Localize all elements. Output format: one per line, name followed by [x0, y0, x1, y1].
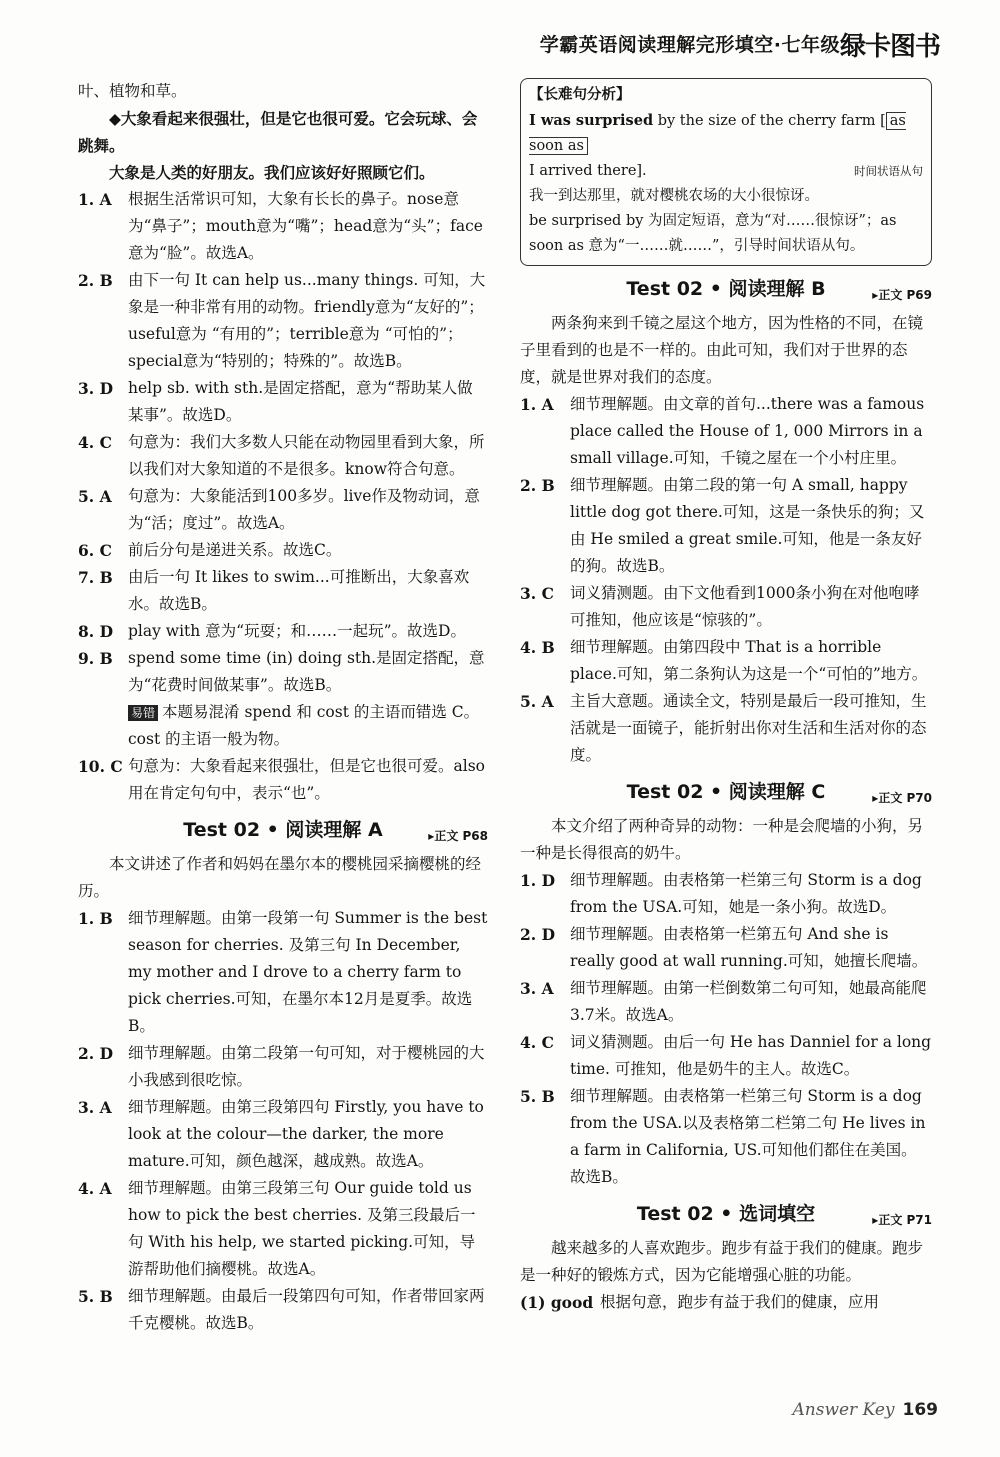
answer-text: play with 意为“玩耍；和……一起玩”。故选D。: [128, 622, 466, 640]
book-title: 学霸英语阅读理解完形填空·七年级: [539, 34, 840, 56]
section-intro: 本文介绍了两种奇异的动物：一种是会爬墙的小狗，另一种是长得很高的奶牛。: [520, 817, 924, 862]
footer-label: Answer Key: [792, 1400, 895, 1420]
answer-number: 8. D: [78, 622, 114, 641]
answer-number: 3. C: [520, 584, 554, 603]
answer-text: 细节理解题。由表格第一栏第三句 Storm is a dog from the USA.以及表格第二栏第二句 He lives in a farm in California, US.可知他们都住在美国。故选B。: [570, 1087, 926, 1186]
intro-line: 大象是人类的好朋友。我们应该好好照顾它们。: [109, 163, 435, 182]
answer-list: [520, 867, 932, 1191]
answer-number: 10. C: [78, 757, 123, 776]
answer-text: help sb. with sth.是固定搭配，意为“帮助某人做某事”。故选D。: [128, 379, 473, 424]
answer-text: 细节理解题。由表格第一栏第五句 And she is really good at wall running.可知，她擅长爬墙。: [570, 925, 928, 970]
section-ref: ▸正文 P70: [872, 791, 932, 805]
answer-item: [78, 1040, 488, 1094]
answer-text: 句意为：大象看起来很强壮，但是它也很可爱。also用在肯定句句中，表示“也”。: [128, 757, 485, 802]
section-intro: 两条狗来到千镜之屋这个地方，因为性格的不同，在镜子里看到的也是不一样的。由此可知，我们对于世界的态度，就是世界对我们的态度。: [520, 314, 924, 386]
answer-item: [78, 645, 488, 699]
section-title: Test 02 • 阅读理解 A: [183, 819, 383, 841]
answer-text: 根据生活常识可知，大象有长长的鼻子。nose意为“鼻子”；mouth意为“嘴”；head意为“头”；face意为“脸”。故选A。: [128, 190, 483, 262]
intro-line: 叶、植物和草。: [78, 82, 187, 100]
answer-number: 2. B: [78, 271, 113, 290]
answer-item: [520, 1289, 932, 1316]
answer-list: [78, 186, 488, 699]
answer-text: 细节理解题。由第一段第一句 Summer is the best season for cherries. 及第三句 In December, my mother and I drove to a cherry farm to pick cherries.可知，在墨尔本12月是夏季。故选B。: [128, 909, 488, 1035]
answer-text: 句意为：我们大多数人只能在动物园里看到大象，所以我们对大象知道的不是很多。know符合句意。: [128, 433, 485, 478]
answer-text: 细节理解题。由第四段中 That is a horrible place.可知，第二条狗认为这是一个“可怕的”地方。: [570, 638, 928, 683]
answer-text: 细节理解题。由文章的首句...there was a famous place called the House of 1, 000 Mirrors in a small village.可知，千镜之屋在一个小村庄里。: [570, 395, 925, 467]
clause-label: 时间状语从句: [854, 164, 923, 178]
answer-number: 3. D: [78, 379, 114, 398]
answer-item: [78, 429, 488, 483]
answer-text: 词义猜测题。由下文他看到1000条小狗在对他咆哮可推知，他应该是“惊骇的”。: [570, 584, 920, 629]
answer-item: [520, 975, 932, 1029]
answer-item: [520, 688, 932, 769]
answer-number: 1. D: [520, 871, 556, 890]
answer-item: [520, 391, 932, 472]
right-column: [520, 78, 932, 1316]
answer-item: [78, 1283, 488, 1337]
answer-list: [520, 391, 932, 769]
answer-text: 句意为：大象能活到100多岁。live作及物动词，意为“活；度过”。故选A。: [128, 487, 480, 532]
answer-item: [520, 867, 932, 921]
answer-number: 2. B: [520, 476, 555, 495]
answer-item: [520, 580, 932, 634]
answer-number: 3. A: [78, 1098, 112, 1117]
answer-text: 根据句意，跑步有益于我们的健康，应用: [600, 1293, 880, 1311]
section-heading: [520, 274, 932, 308]
analysis-sentence-end: I arrived there]. 时间状语从句: [529, 159, 923, 184]
answer-number: 5. B: [520, 1087, 555, 1106]
answer-number: 3. A: [520, 979, 554, 998]
answer-text: 由下一句 It can help us...many things. 可知，大象是一种非常有用的动物。friendly意为“友好的”；useful意为 “有用的”；terrible意为 “可怕的”；special意为“特别的；特殊的”。故选B。: [128, 271, 486, 370]
section-ref: ▸正文 P68: [428, 829, 488, 843]
note: [78, 699, 488, 753]
section-title: Test 02 • 阅读理解 B: [626, 278, 826, 300]
box-title: 【长难句分析】: [529, 87, 631, 103]
answer-text: 细节理解题。由第三段第三句 Our guide told us how to pick the best cherries. 及第三段最后一句 With his help, we started picking.可知，导游帮助他们摘樱桃。故选A。: [128, 1179, 476, 1278]
explanation: be surprised by 为固定短语，意为“对……很惊讶”；as soon as 意为“一……就……”，引导时间状语从句。: [529, 213, 897, 254]
answer-number: 4. A: [78, 1179, 112, 1198]
answer-item: [78, 618, 488, 645]
answer-item: [78, 564, 488, 618]
answer-item: [78, 267, 488, 375]
answer-number: 5. A: [78, 487, 112, 506]
note-tag: 易错: [128, 705, 158, 721]
answer-number: 4. C: [520, 1033, 554, 1052]
answer-item: [78, 375, 488, 429]
answer-text: 由后一句 It likes to swim...可推断出，大象喜欢水。故选B。: [128, 568, 470, 613]
clause-marker: as soon as: [529, 113, 906, 154]
section-title: Test 02 • 选词填空: [636, 1203, 816, 1225]
section-ref: ▸正文 P69: [872, 288, 932, 302]
answer-number: 5. A: [520, 692, 554, 711]
answer-number: 9. B: [78, 649, 113, 668]
section-heading: [520, 777, 932, 811]
answer-number: 1. A: [520, 395, 554, 414]
brand-logo: 绿卡图书: [839, 32, 940, 62]
answer-number: (1) good: [520, 1293, 594, 1312]
section-title: Test 02 • 阅读理解 C: [626, 781, 826, 803]
answer-item: [78, 1094, 488, 1175]
answer-text: 词义猜测题。由后一句 He has Danniel for a long time. 可推知，他是奶牛的主人。故选C。: [570, 1033, 932, 1078]
answer-text: 细节理解题。由第二段第一句可知，对于樱桃园的大小我感到很吃惊。: [128, 1044, 485, 1089]
page-number: 169: [902, 1400, 938, 1420]
answer-number: 2. D: [78, 1044, 114, 1063]
answer-item: [520, 1083, 932, 1191]
left-column: [78, 78, 488, 1337]
intro-line: ◆大象看起来很强壮，但是它也很可爱。它会玩球、会跳舞。: [78, 109, 478, 155]
answer-number: 7. B: [78, 568, 113, 587]
answer-item: [520, 1029, 932, 1083]
section-intro: 本文讲述了作者和妈妈在墨尔本的樱桃园采摘樱桃的经历。: [78, 855, 482, 900]
translation: 我一到达那里，就对樱桃农场的大小很惊讶。: [529, 188, 819, 204]
answer-number: 4. C: [78, 433, 112, 452]
answer-item: [78, 753, 488, 807]
answer-text: spend some time (in) doing sth.是固定搭配，意为“花费时间做某事”。故选B。: [128, 649, 485, 694]
answer-text: 细节理解题。由最后一段第四句可知，作者带回家两千克樱桃。故选B。: [128, 1287, 485, 1332]
answer-number: 1. A: [78, 190, 112, 209]
answer-item: [78, 483, 488, 537]
section-heading: [78, 815, 488, 849]
answer-number: 6. C: [78, 541, 112, 560]
answer-text: 前后分句是递进关系。故选C。: [128, 541, 342, 559]
answer-item: [520, 634, 932, 688]
answer-text: 主旨大意题。通读全文，特别是最后一段可推知，生活就是一面镜子，能折射出你对生活和生活对你的态度。: [570, 692, 927, 764]
answer-number: 2. D: [520, 925, 556, 944]
sentence-analysis-box: [520, 78, 932, 266]
answer-number: 1. B: [78, 909, 113, 928]
answer-item: [78, 537, 488, 564]
answer-text: 细节理解题。由表格第一栏第三句 Storm is a dog from the USA.可知，她是一条小狗。故选D。: [570, 871, 922, 916]
section-heading: [520, 1199, 932, 1233]
answer-item: [78, 186, 488, 267]
answer-number: 4. B: [520, 638, 555, 657]
answer-text: 细节理解题。由第一栏倒数第二句可知，她最高能爬3.7米。故选A。: [570, 979, 927, 1024]
answer-list: [78, 905, 488, 1337]
answer-item: [78, 1175, 488, 1283]
answer-item: [520, 921, 932, 975]
note-text: 本题易混淆 spend 和 cost 的主语而错选 C。cost 的主语一般为物。: [128, 703, 480, 748]
footer: [793, 1400, 939, 1420]
section-intro: 越来越多的人喜欢跑步。跑步有益于我们的健康。跑步是一种好的锻炼方式，因为它能增强心脏的功能。: [520, 1239, 924, 1284]
section-ref: ▸正文 P71: [872, 1213, 932, 1227]
answer-number: 5. B: [78, 1287, 113, 1306]
answer-text: 细节理解题。由第二段的第一句 A small, happy little dog got there.可知，这是一条快乐的狗；又由 He smiled a great smile.可知，他是一条友好的狗。故选B。: [570, 476, 925, 575]
analysis-sentence: I was surprised by the size of the cherry farm [ as soon as: [529, 112, 906, 154]
answer-item: [520, 472, 932, 580]
answer-text: 细节理解题。由第三段第四句 Firstly, you have to look at the colour—the darker, the more mature.可知，颜色越深，越成熟。故选A。: [128, 1098, 484, 1170]
answer-item: [78, 905, 488, 1040]
